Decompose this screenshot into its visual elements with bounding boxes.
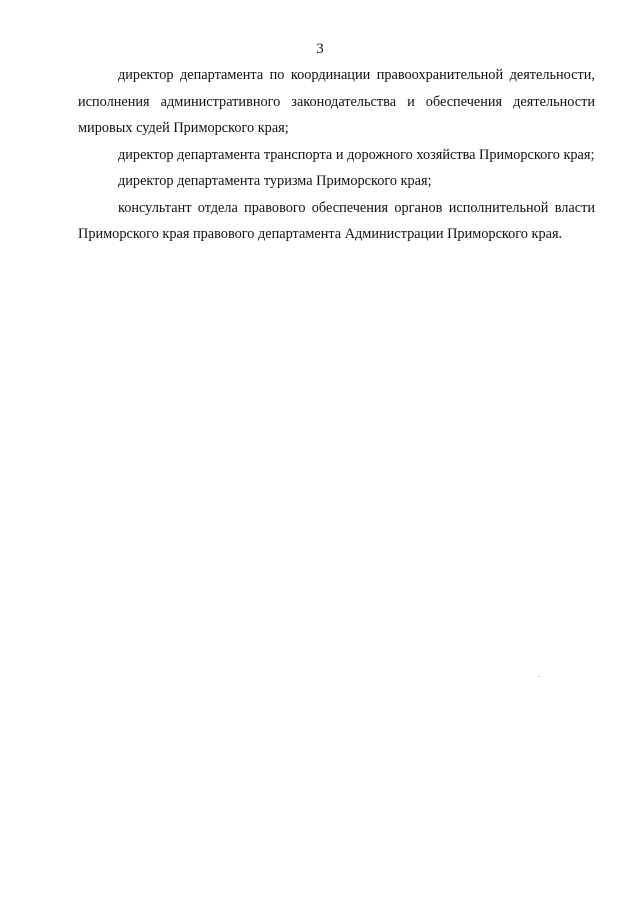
document-body — [78, 62, 595, 248]
paragraph-legal-consultant: консультант отдела правового обеспечения органов исполнительной власти Приморского края правового департамента Администрации Приморского края. — [78, 199, 595, 242]
page-number: 3 — [316, 41, 324, 57]
paragraph-director-law-enforcement: директор департамента по координации правоохранительной деятельности, исполнения административного законодательства и обеспечения деятельности мировых судей Приморского края; — [78, 67, 595, 136]
paragraph-director-tourism: директор департамента туризма Приморского края; — [118, 173, 432, 189]
paragraph-director-transport: директор департамента транспорта и дорожного хозяйства Приморского края; — [118, 146, 595, 163]
scan-artifact — [538, 676, 540, 677]
